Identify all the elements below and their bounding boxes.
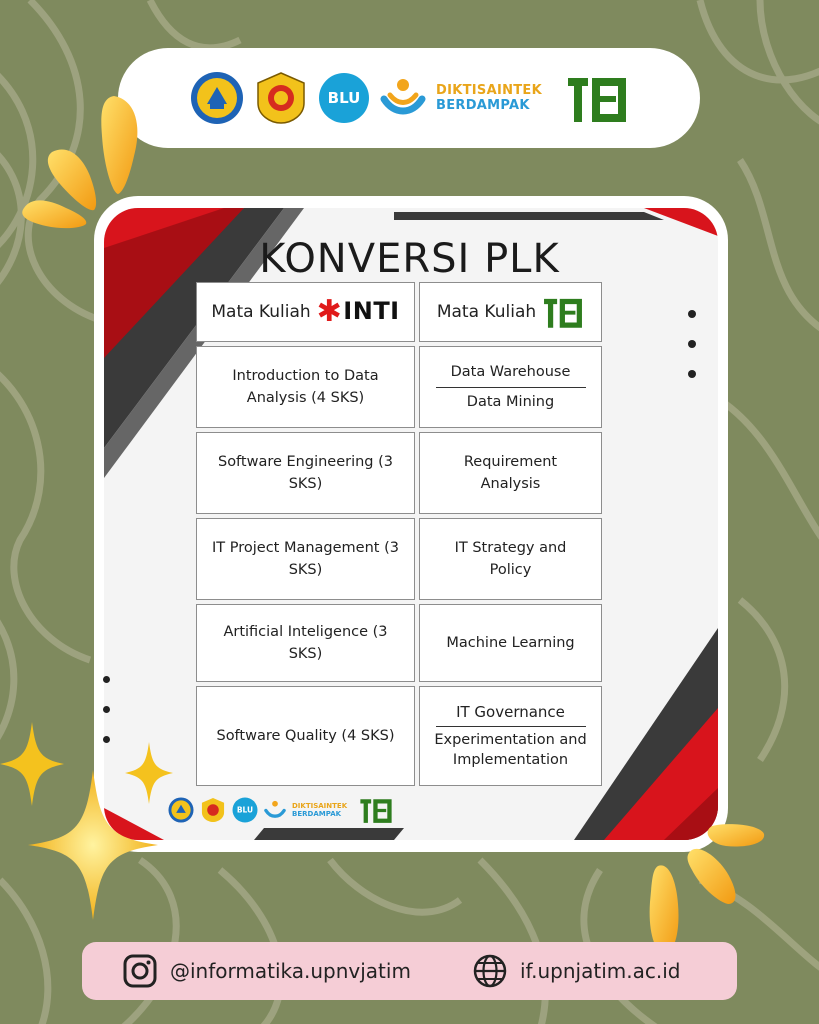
row-1-right-text-1: Data Warehouse bbox=[450, 364, 571, 381]
page-title: KONVERSI PLK bbox=[259, 236, 560, 282]
mini-blu-logo-text: BLU bbox=[236, 805, 254, 815]
kemdikbud-logo bbox=[190, 71, 244, 125]
row-3-right-text: IT Strategy and Policy bbox=[454, 539, 567, 578]
sparkle-small-icon bbox=[125, 742, 173, 804]
row-5-right-text-1: IT Governance bbox=[456, 702, 565, 721]
instagram-icon bbox=[122, 953, 158, 989]
diktisaintek-line1: DIKTISAINTEK bbox=[436, 83, 542, 98]
right-header-label: Mata Kuliah bbox=[436, 301, 537, 322]
website-link[interactable] bbox=[472, 942, 680, 1000]
row-2-right-text: Requirement Analysis bbox=[463, 453, 558, 492]
inti-star-icon: ✱ bbox=[316, 294, 343, 329]
upn-logo bbox=[254, 71, 308, 125]
table-row-5-left bbox=[196, 686, 415, 786]
row-5-left-text: Software Quality (4 SKS) bbox=[216, 727, 395, 744]
mini-diktisaintek-wordmark bbox=[292, 803, 347, 818]
burst-drops-top-left-icon bbox=[18, 96, 148, 246]
mini-diktisaintek-line1: DIKTISAINTEK bbox=[292, 801, 348, 810]
table-row-1-right bbox=[419, 346, 602, 428]
diktisaintek-mark bbox=[380, 75, 426, 121]
table-row-4-left bbox=[196, 604, 415, 682]
left-header-label: Mata Kuliah bbox=[211, 301, 311, 322]
row-5-right-text-2: Experimentation and Implementation bbox=[434, 731, 587, 768]
diktisaintek-line2: BERDAMPAK bbox=[436, 98, 530, 113]
if-logo-small bbox=[542, 295, 584, 329]
left-header-cell bbox=[196, 282, 415, 342]
instagram-link[interactable] bbox=[122, 942, 411, 1000]
table-row-3-left bbox=[196, 518, 415, 600]
row-4-left-text: Artificial Inteligence (3 SKS) bbox=[223, 623, 388, 662]
website-url: if.upnjatim.ac.id bbox=[520, 959, 681, 983]
table-row-4-right bbox=[419, 604, 602, 682]
row-1-separator bbox=[436, 387, 586, 388]
mini-diktisaintek-mark bbox=[264, 799, 286, 821]
row-3-left-text: IT Project Management (3 SKS) bbox=[212, 539, 399, 578]
mini-logo-row bbox=[168, 796, 393, 824]
row-1-right-text-2: Data Mining bbox=[466, 393, 555, 410]
footer-bar bbox=[82, 942, 737, 1000]
inti-brand bbox=[317, 293, 400, 330]
row-1-left-text: Introduction to Data Analysis (4 SKS) bbox=[232, 367, 379, 406]
table-row-5-right bbox=[419, 686, 602, 786]
diktisaintek-wordmark bbox=[436, 84, 542, 112]
mini-blu-logo bbox=[232, 797, 258, 823]
table-row-1-left bbox=[196, 346, 415, 428]
row-4-right-text: Machine Learning bbox=[446, 634, 575, 651]
table-row-2-left bbox=[196, 432, 415, 514]
right-header-cell bbox=[419, 282, 602, 342]
instagram-handle: @informatika.upnvjatim bbox=[170, 959, 411, 983]
row-2-left-text: Software Engineering (3 SKS) bbox=[217, 453, 394, 492]
table-row-3-right bbox=[419, 518, 602, 600]
table-row-2-right bbox=[419, 432, 602, 514]
burst-drops-bottom-right-icon bbox=[640, 818, 770, 958]
row-5-separator bbox=[436, 726, 586, 727]
logo-bar bbox=[118, 48, 700, 148]
blu-logo bbox=[318, 72, 370, 124]
mini-upn-logo bbox=[200, 797, 226, 823]
if-logo bbox=[566, 72, 628, 124]
blu-logo-text: BLU bbox=[327, 89, 361, 107]
mini-diktisaintek-line2: BERDAMPAK bbox=[292, 809, 342, 818]
globe-icon bbox=[472, 953, 508, 989]
mini-if-logo bbox=[359, 796, 393, 824]
inti-brand-text: INTI bbox=[343, 297, 400, 326]
sparkle-medium-icon bbox=[0, 722, 64, 806]
